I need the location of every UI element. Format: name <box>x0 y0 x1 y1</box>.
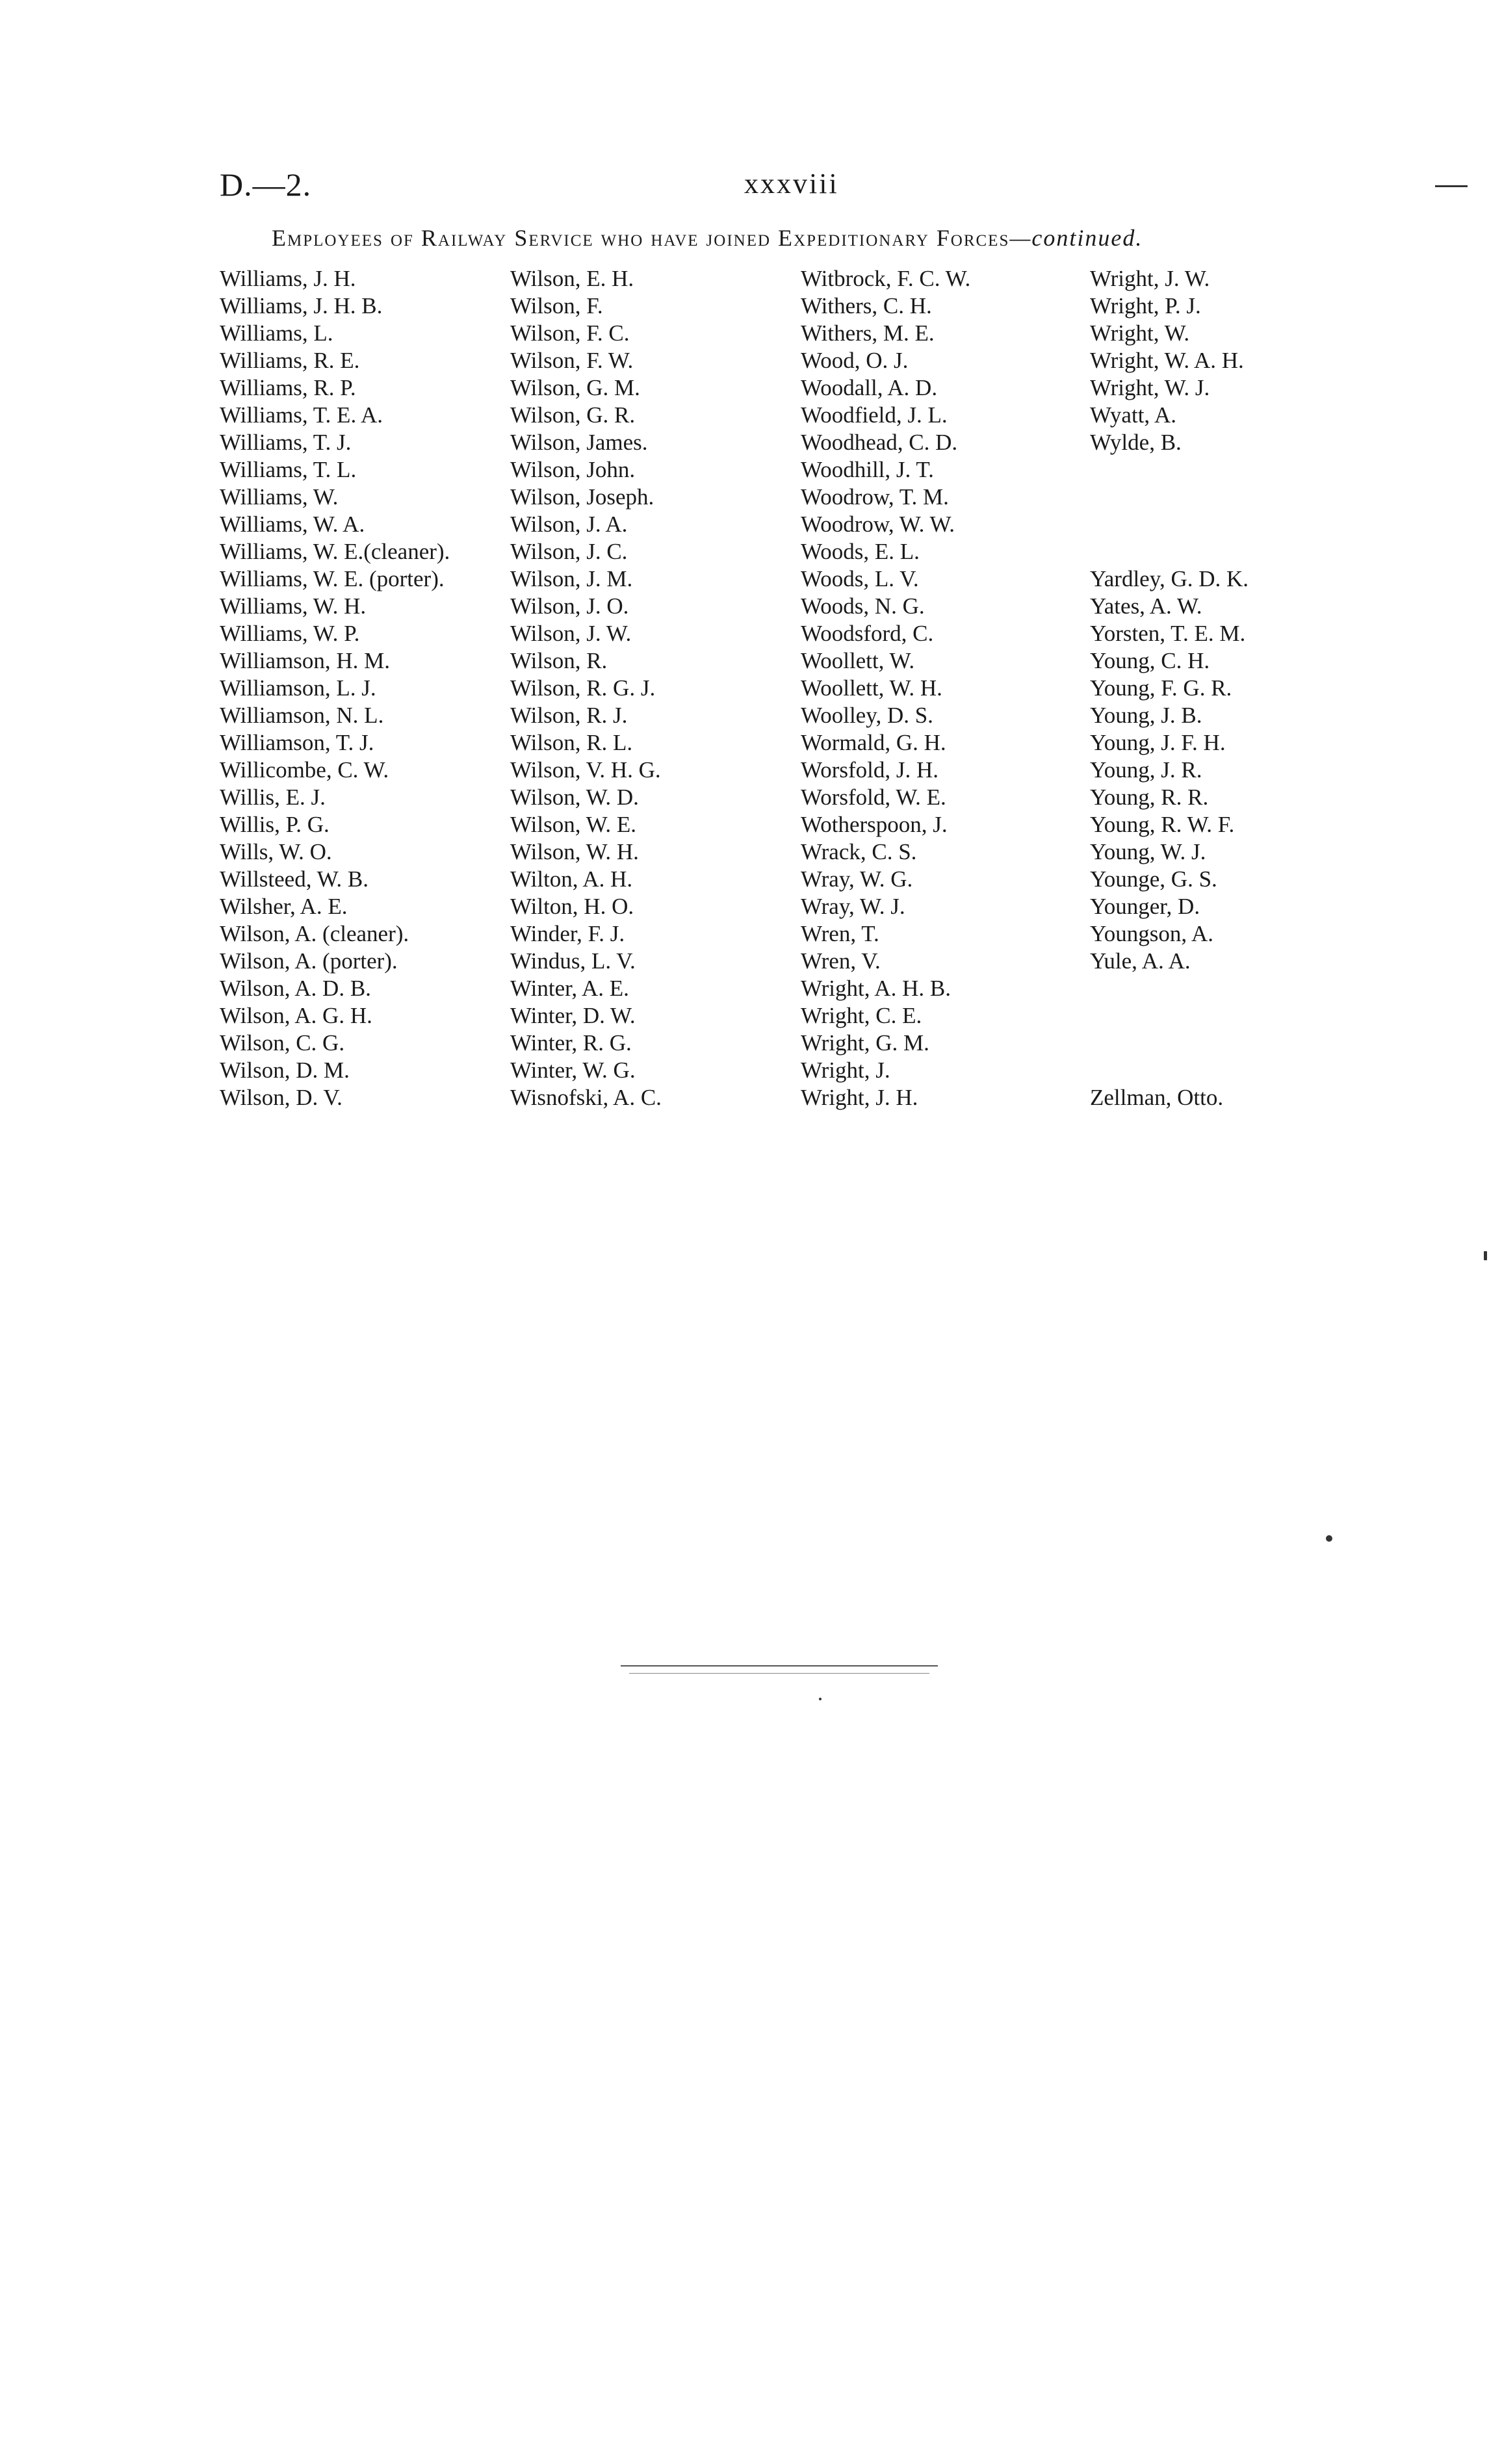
list-item: Willsteed, W. B. <box>220 866 369 892</box>
list-spacer <box>1090 511 1249 538</box>
list-item: Wilson, R. J. <box>510 703 628 728</box>
name-column-2 <box>510 265 662 1111</box>
list-item: Wright, P. J. <box>1090 293 1201 318</box>
list-item: Young, J. R. <box>1090 757 1202 783</box>
list-item: Wray, W. G. <box>801 866 913 892</box>
list-item: Zellman, Otto. <box>1090 1085 1224 1110</box>
list-item: Wilson, A. D. B. <box>220 976 371 1001</box>
list-item: Wisnofski, A. C. <box>510 1085 662 1110</box>
list-item: Wilson, J. M. <box>510 566 633 591</box>
closing-rule <box>621 1665 938 1666</box>
list-item: Yule, A. A. <box>1090 948 1191 974</box>
list-item: Woollett, W. <box>801 648 915 673</box>
list-item: Woods, E. L. <box>801 539 920 564</box>
list-item: Wilson, A. G. H. <box>220 1003 372 1028</box>
list-item: Youngson, A. <box>1090 921 1213 946</box>
name-column-3 <box>801 265 970 1111</box>
list-item: Witbrock, F. C. W. <box>801 266 971 291</box>
list-item: Young, J. F. H. <box>1090 730 1226 755</box>
list-item: Williams, L. <box>220 320 333 346</box>
list-item: Woodsford, C. <box>801 621 934 646</box>
list-item: Wright, W. A. H. <box>1090 348 1244 373</box>
list-item: Wood, O. J. <box>801 348 909 373</box>
list-item: Wilson, J. W. <box>510 621 632 646</box>
list-item: Wills, W. O. <box>220 839 332 864</box>
list-item: Wilson, F. W. <box>510 348 634 373</box>
list-item: Woods, N. G. <box>801 593 925 619</box>
list-item: Wilton, H. O. <box>510 894 634 919</box>
caption-text: Employees of Railway Service who have joined Expeditionary Forces <box>272 225 1010 251</box>
list-item: Wilsher, A. E. <box>220 894 348 919</box>
caption-continued: —continued. <box>1009 225 1143 251</box>
list-item: Woodhill, J. T. <box>801 457 934 482</box>
list-item: Williams, J. H. B. <box>220 293 383 318</box>
list-item: Wilson, W. D. <box>510 785 639 810</box>
list-item: Wilson, James. <box>510 430 648 455</box>
list-item: Wormald, G. H. <box>801 730 946 755</box>
list-item: Younge, G. S. <box>1090 866 1217 892</box>
list-item: Withers, C. H. <box>801 293 932 318</box>
list-spacer <box>1090 538 1249 565</box>
list-item: Wilson, J. O. <box>510 593 629 619</box>
list-spacer <box>1090 1030 1249 1057</box>
list-item: Wright, G. M. <box>801 1030 929 1056</box>
list-item: Wilson, R. G. J. <box>510 675 656 701</box>
list-item: Wray, W. J. <box>801 894 905 919</box>
list-item: Yorsten, T. E. M. <box>1090 621 1246 646</box>
list-item: Winter, D. W. <box>510 1003 636 1028</box>
list-item: Woodfield, J. L. <box>801 402 948 428</box>
list-item: Wylde, B. <box>1090 430 1182 455</box>
scan-speck <box>819 1698 822 1700</box>
list-item: Wilson, D. M. <box>220 1057 350 1083</box>
list-item: Williams, T. E. A. <box>220 402 383 428</box>
list-item: Wright, C. E. <box>801 1003 922 1028</box>
list-spacer <box>1090 1002 1249 1030</box>
page-number: xxxviii <box>744 168 839 200</box>
list-item: Wilson, W. H. <box>510 839 639 864</box>
list-item: Willicombe, C. W. <box>220 757 389 783</box>
list-item: Young, W. J. <box>1090 839 1206 864</box>
list-item: Wright, J. H. <box>801 1085 918 1110</box>
list-item: Young, J. B. <box>1090 703 1202 728</box>
list-item: Young, R. W. F. <box>1090 812 1235 837</box>
list-item: Willis, P. G. <box>220 812 330 837</box>
list-item: Willis, E. J. <box>220 785 326 810</box>
list-item: Wilson, A. (cleaner). <box>220 921 409 946</box>
list-caption <box>272 224 1143 252</box>
list-item: Yates, A. W. <box>1090 593 1202 619</box>
list-item: Wilson, R. <box>510 648 608 673</box>
list-item: Wilson, R. L. <box>510 730 633 755</box>
scan-speck <box>1484 1251 1487 1260</box>
closing-rule-secondary <box>629 1673 929 1674</box>
document-reference: D.—2. <box>220 166 312 203</box>
list-item: Wyatt, A. <box>1090 402 1177 428</box>
list-item: Windus, L. V. <box>510 948 636 974</box>
list-item: Williams, R. E. <box>220 348 360 373</box>
list-item: Young, R. R. <box>1090 785 1209 810</box>
list-item: Wright, J. W. <box>1090 266 1210 291</box>
list-item: Wilson, A. (porter). <box>220 948 398 974</box>
list-item: Williamson, H. M. <box>220 648 391 673</box>
list-item: Wilson, J. A. <box>510 512 628 537</box>
list-item: Woods, L. V. <box>801 566 919 591</box>
list-item: Wright, W. <box>1090 320 1190 346</box>
list-spacer <box>1090 456 1249 484</box>
list-item: Wilson, G. R. <box>510 402 636 428</box>
list-item: Williams, T. L. <box>220 457 357 482</box>
name-column-4 <box>1090 265 1249 1111</box>
list-spacer <box>1090 975 1249 1002</box>
list-item: Williams, W. A. <box>220 512 365 537</box>
list-item: Williams, W. H. <box>220 593 367 619</box>
list-item: Young, C. H. <box>1090 648 1210 673</box>
list-item: Young, F. G. R. <box>1090 675 1232 701</box>
list-item: Worsfold, W. E. <box>801 785 946 810</box>
list-item: Wilson, G. M. <box>510 375 640 400</box>
list-item: Williams, W. E.(cleaner). <box>220 539 450 564</box>
list-item: Winter, W. G. <box>510 1057 636 1083</box>
list-item: Williams, J. H. <box>220 266 356 291</box>
list-item: Woolley, D. S. <box>801 703 933 728</box>
list-item: Wilson, V. H. G. <box>510 757 661 783</box>
list-item: Withers, M. E. <box>801 320 935 346</box>
list-item: Winder, F. J. <box>510 921 625 946</box>
list-item: Worsfold, J. H. <box>801 757 939 783</box>
list-item: Wren, V. <box>801 948 881 974</box>
list-item: Woodall, A. D. <box>801 375 938 400</box>
list-item: Wren, T. <box>801 921 879 946</box>
scan-speck <box>1326 1535 1332 1542</box>
list-item: Wright, W. J. <box>1090 375 1210 400</box>
list-item: Winter, R. G. <box>510 1030 632 1056</box>
list-item: Wrack, C. S. <box>801 839 917 864</box>
list-item: Wilson, W. E. <box>510 812 637 837</box>
list-item: Wright, A. H. B. <box>801 976 951 1001</box>
page-header <box>0 166 1489 211</box>
list-item: Williams, T. J. <box>220 430 352 455</box>
list-item: Wilson, F. <box>510 293 603 318</box>
list-item: Woodrow, W. W. <box>801 512 955 537</box>
list-item: Williams, W. E. (porter). <box>220 566 445 591</box>
list-item: Williams, W. P. <box>220 621 360 646</box>
list-item: Woollett, W. H. <box>801 675 942 701</box>
list-item: Williamson, L. J. <box>220 675 376 701</box>
list-item: Winter, A. E. <box>510 976 629 1001</box>
list-item: Wilson, D. V. <box>220 1085 343 1110</box>
name-column-1 <box>220 265 450 1111</box>
list-item: Younger, D. <box>1090 894 1200 919</box>
list-item: Wotherspoon, J. <box>801 812 948 837</box>
list-item: Williams, W. <box>220 484 339 510</box>
list-item: Wilson, J. C. <box>510 539 628 564</box>
list-item: Yardley, G. D. K. <box>1090 566 1249 591</box>
list-item: Woodrow, T. M. <box>801 484 949 510</box>
list-spacer <box>1090 1057 1249 1084</box>
list-item: Williamson, T. J. <box>220 730 374 755</box>
list-item: Wilson, C. G. <box>220 1030 345 1056</box>
list-item: Wilson, E. H. <box>510 266 634 291</box>
list-item: Williamson, N. L. <box>220 703 384 728</box>
list-item: Williams, R. P. <box>220 375 356 400</box>
list-item: Wright, J. <box>801 1057 890 1083</box>
list-spacer <box>1090 484 1249 511</box>
list-item: Wilson, F. C. <box>510 320 630 346</box>
list-item: Wilson, John. <box>510 457 636 482</box>
list-item: Woodhead, C. D. <box>801 430 958 455</box>
list-item: Wilson, Joseph. <box>510 484 654 510</box>
list-item: Wilton, A. H. <box>510 866 633 892</box>
edge-mark <box>1435 185 1468 187</box>
